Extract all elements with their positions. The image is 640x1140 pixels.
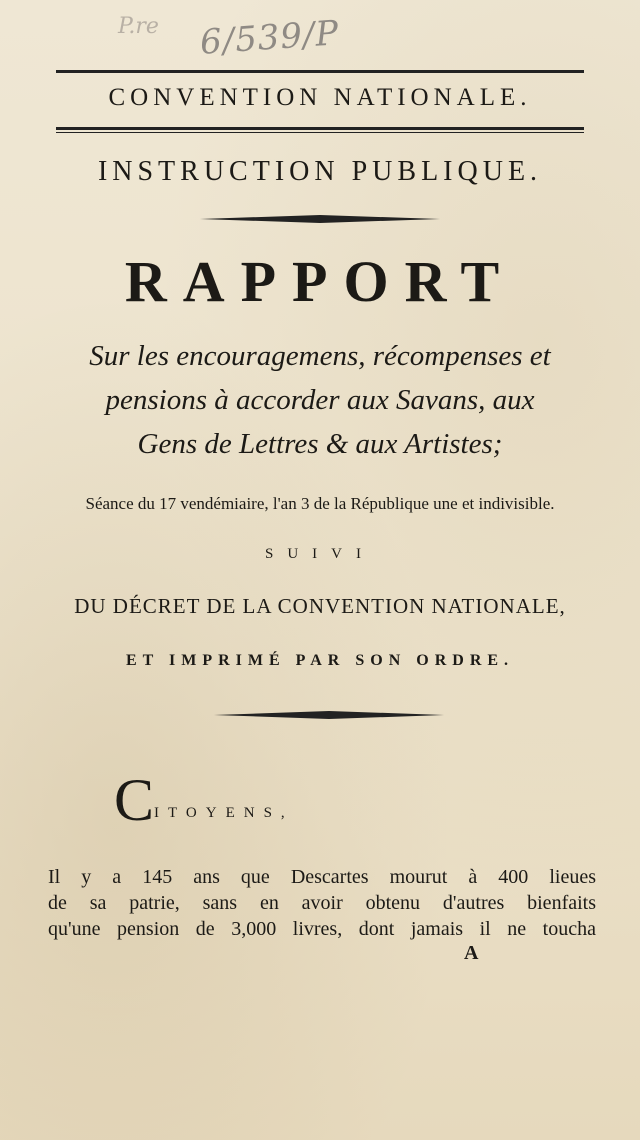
faint-handwritten-mark: P.re — [118, 14, 159, 39]
suivi-line: SUIVI — [265, 546, 375, 562]
subtitle-line-2: pensions à accorder aux Savans, aux — [105, 384, 535, 416]
header-convention-nationale: CONVENTION NATIONALE. — [108, 84, 532, 111]
subtitle-line-3: Gens de Lettres & aux Artistes; — [137, 428, 503, 460]
signature-catchword: A — [464, 942, 479, 964]
body-line-1: Il y a 145 ans que Descartes mourut à 400 lieues — [48, 866, 596, 888]
subtitle-line-1: Sur les encouragemens, récompenses et — [89, 340, 551, 372]
header-rule-thin — [56, 132, 584, 133]
header-instruction-publique: INSTRUCTION PUBLIQUE. — [97, 156, 543, 187]
ornamental-rule-top — [200, 214, 440, 224]
salutation — [114, 767, 294, 833]
body-line-2: de sa patrie, sans en avoir obtenu d'autres bienfaits — [48, 892, 596, 914]
salutation-rest: ITOYENS, — [154, 805, 294, 821]
body-line-3: qu'une pension de 3,000 livres, dont jamais il ne toucha — [48, 918, 596, 940]
top-rule-thick — [56, 70, 584, 73]
handwritten-shelfmark: 6/539/P — [198, 13, 341, 63]
ornamental-rule-bottom — [214, 710, 444, 720]
seance-date-line: Séance du 17 vendémiaire, l'an 3 de la République une et indivisible. — [85, 494, 555, 513]
document-title: RAPPORT — [124, 249, 516, 314]
header-rule-thick — [56, 127, 584, 130]
decret-line: DU DÉCRET DE LA CONVENTION NATIONALE, — [74, 594, 566, 618]
salutation-dropcap: C — [114, 767, 155, 833]
imprime-line: ET IMPRIMÉ PAR SON ORDRE. — [125, 652, 515, 669]
